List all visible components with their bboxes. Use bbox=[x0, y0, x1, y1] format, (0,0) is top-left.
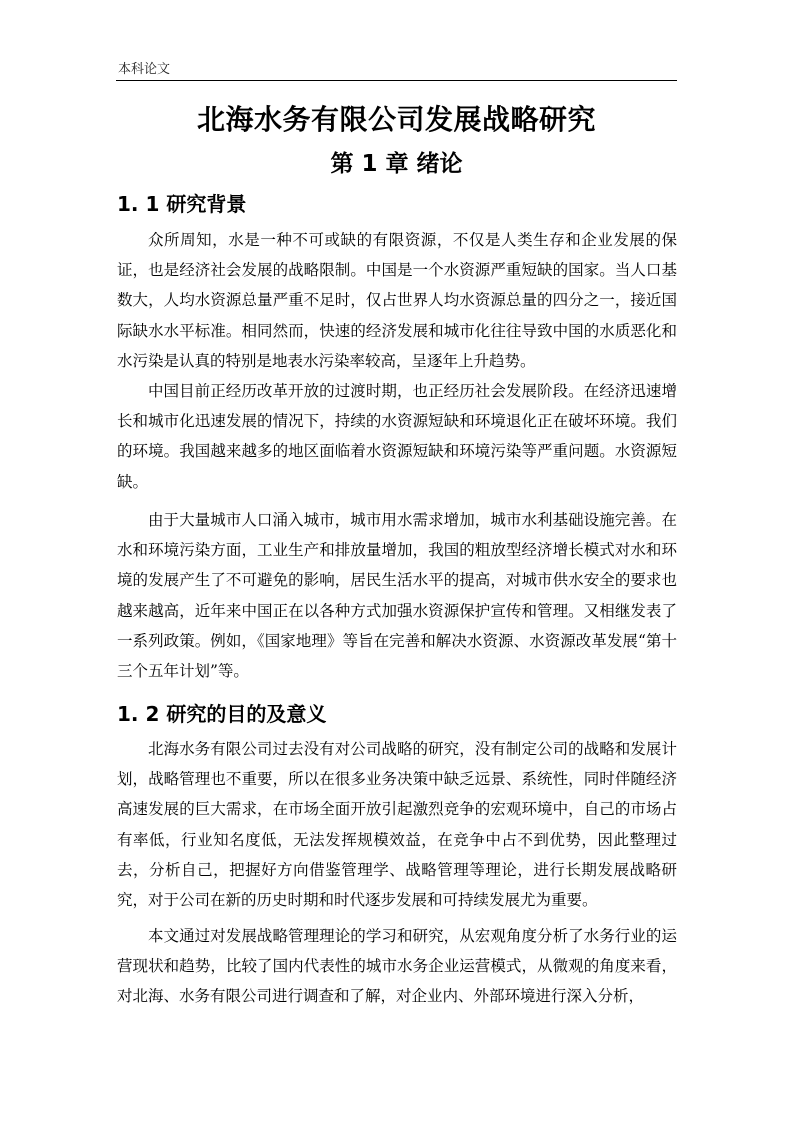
paragraph: 北海水务有限公司过去没有对公司战略的研究，没有制定公司的战略和发展计划，战略管理也不重要，所以在很多业务决策中缺乏远景、系统性，同时伴随经济高速发展的巨大需求，在市场全面开放引起激烈竞争的宏观环境中，自己的市场占有率低，行业知名度低，无法发挥规模效益，在竞争中占不到优势，因此整理过去，分析自己，把握好方向借鉴管理学、战略管理等理论，进行长期发展战略研究，对于公司在新的历史时期和时代逐步发展和可持续发展尤为重要。 bbox=[117, 740, 677, 910]
paragraph: 中国目前正经历改革开放的过渡时期，也正经历社会发展阶段。在经济迅速增长和城市化迅速发展的情况下，持续的水资源短缺和环境退化正在破坏环境。我们的环境。我国越来越多的地区面临着水资源短缺和环境污染等严重问题。水资源短缺。 bbox=[117, 382, 677, 491]
header-rule bbox=[116, 80, 677, 81]
section-heading-1-1: 1. 1 研究背景 bbox=[117, 192, 247, 216]
paragraph: 由于大量城市人口涌入城市，城市用水需求增加，城市水利基础设施完善。在水和环境污染方面，工业生产和排放量增加，我国的粗放型经济增长模式对水和环境的发展产生了不可避免的影响，居民生活水平的提高，对城市供水安全的要求也越来越高，近年来中国正在以各种方式加强水资源保护宣传和管理。又相继发表了一系列政策。例如，《国家地理》等旨在完善和解决水资源、水资源改革发展“第十三个五年计划”等。 bbox=[117, 511, 677, 681]
section-heading-1-2: 1. 2 研究的目的及意义 bbox=[117, 702, 327, 726]
chapter-heading: 第 1 章 绪论 bbox=[330, 151, 463, 177]
running-header: 本科论文 bbox=[118, 62, 171, 77]
paragraph: 本文通过对发展战略管理理论的学习和研究，从宏观角度分析了水务行业的运营现状和趋势，比较了国内代表性的城市水务企业运营模式，从微观的角度来看，对北海、水务有限公司进行调查和了解，对企业内、外部环境进行深入分析， bbox=[117, 927, 677, 1006]
document-title: 北海水务有限公司发展战略研究 bbox=[196, 103, 596, 136]
paragraph: 众所周知，水是一种不可或缺的有限资源，不仅是人类生存和企业发展的保证，也是经济社会发展的战略限制。中国是一个水资源严重短缺的国家。当人口基数大，人均水资源总量严重不足时，仅占世界人均水资源总量的四分之一，接近国际缺水水平标准。相同然而，快速的经济发展和城市化往往导致中国的水质恶化和水污染是认真的特别是地表水污染率较高，呈逐年上升趋势。 bbox=[117, 231, 677, 370]
